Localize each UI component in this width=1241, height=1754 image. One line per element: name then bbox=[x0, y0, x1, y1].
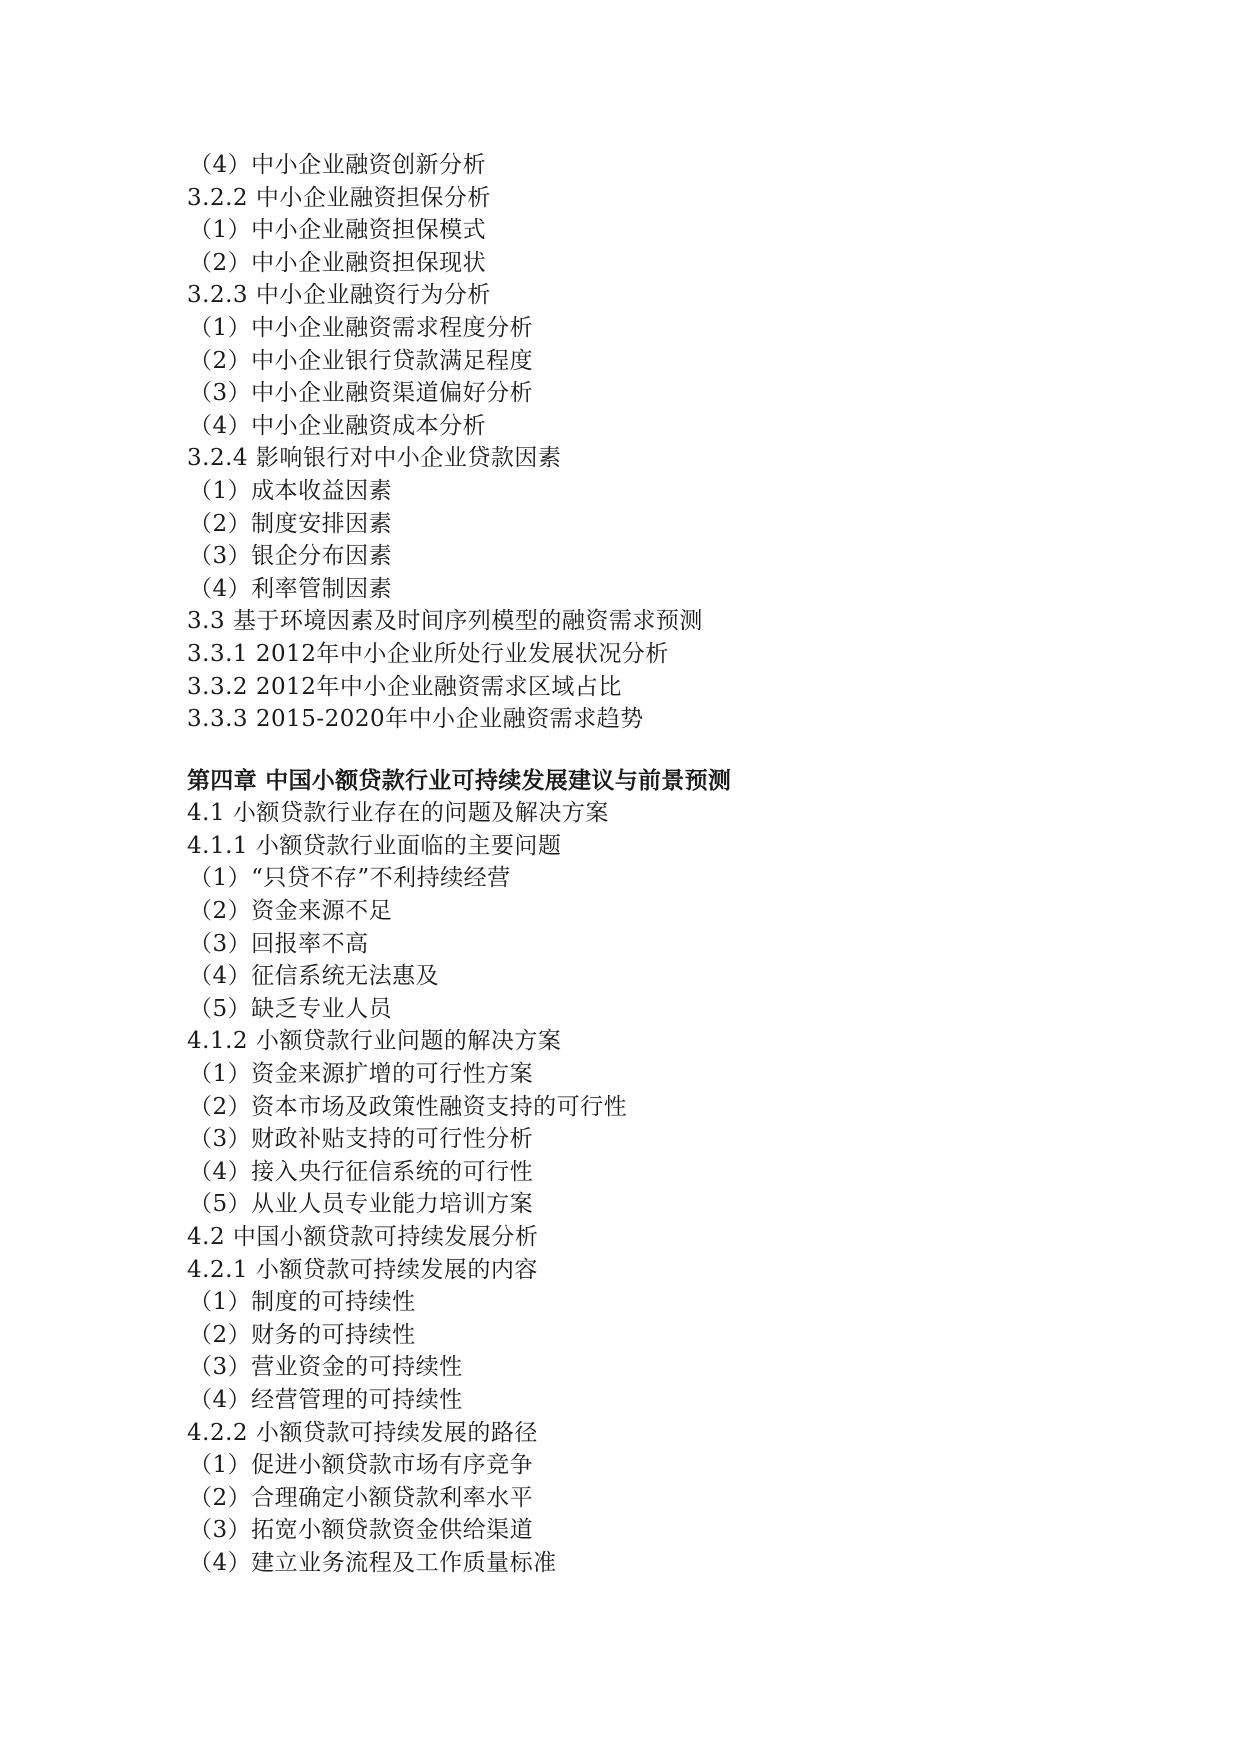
toc-item: （4）经营管理的可持续性 bbox=[189, 1386, 463, 1413]
toc-item: （1）成本收益因素 bbox=[189, 477, 393, 504]
toc-item: （4）建立业务流程及工作质量标准 bbox=[189, 1549, 557, 1576]
toc-item: （1）资金来源扩增的可行性方案 bbox=[189, 1061, 534, 1088]
toc-item: （1）中小企业融资需求程度分析 bbox=[189, 314, 534, 341]
toc-section: 3.3.1 2012年中小企业所处行业发展状况分析 bbox=[187, 640, 669, 667]
toc-section: 4.2 中国小额贷款可持续发展分析 bbox=[187, 1224, 539, 1250]
toc-section: 4.1 小额贷款行业存在的问题及解决方案 bbox=[187, 800, 609, 827]
toc-item: （3）拓宽小额贷款资金供给渠道 bbox=[189, 1517, 534, 1544]
toc-section: 3.3 基于环境因素及时间序列模型的融资需求预测 bbox=[187, 608, 703, 635]
toc-item: （3）回报率不高 bbox=[189, 930, 369, 957]
table-of-contents bbox=[187, 149, 1087, 1580]
toc-item: （1）促进小额贷款市场有序竞争 bbox=[189, 1452, 534, 1479]
toc-section: 3.2.2 中小企业融资担保分析 bbox=[187, 184, 491, 211]
toc-item: （3）中小企业融资渠道偏好分析 bbox=[189, 380, 534, 407]
toc-item: （5）缺乏专业人员 bbox=[189, 995, 393, 1022]
toc-item: （4）接入央行征信系统的可行性 bbox=[189, 1158, 534, 1185]
toc-item: （4）中小企业融资创新分析 bbox=[189, 152, 487, 178]
toc-item: （1）“只贷不存”不利持续经营 bbox=[189, 865, 511, 892]
toc-section: 4.2.2 小额贷款可持续发展的路径 bbox=[187, 1419, 538, 1446]
toc-section: 4.1.1 小额贷款行业面临的主要问题 bbox=[187, 832, 562, 859]
toc-item: （5）从业人员专业能力培训方案 bbox=[189, 1191, 534, 1218]
toc-item: （3）财政补贴支持的可行性分析 bbox=[189, 1126, 534, 1153]
toc-section: 3.3.3 2015-2020年中小企业融资需求趋势 bbox=[187, 706, 644, 733]
toc-section: 3.2.4 影响银行对中小企业贷款因素 bbox=[187, 445, 562, 472]
toc-item: （2）财务的可持续性 bbox=[189, 1321, 416, 1348]
toc-item: （4）征信系统无法惠及 bbox=[189, 963, 440, 990]
toc-section: 3.3.2 2012年中小企业融资需求区域占比 bbox=[187, 673, 622, 700]
toc-section: 3.2.3 中小企业融资行为分析 bbox=[187, 282, 491, 309]
toc-item: （2）制度安排因素 bbox=[189, 510, 393, 537]
toc-item: （1）中小企业融资担保模式 bbox=[189, 217, 487, 244]
toc-section: 4.2.1 小额贷款可持续发展的内容 bbox=[187, 1256, 538, 1283]
toc-item: （3）营业资金的可持续性 bbox=[189, 1354, 463, 1381]
toc-item: （4）中小企业融资成本分析 bbox=[189, 412, 487, 439]
toc-section: 4.1.2 小额贷款行业问题的解决方案 bbox=[187, 1028, 562, 1055]
toc-item: （2）资本市场及政策性融资支持的可行性 bbox=[189, 1093, 628, 1120]
toc-item: （2）资金来源不足 bbox=[189, 898, 393, 925]
toc-item: （2）中小企业银行贷款满足程度 bbox=[189, 347, 534, 374]
chapter-title: 第四章 中国小额贷款行业可持续发展建议与前景预测 bbox=[187, 767, 732, 794]
toc-item: （4）利率管制因素 bbox=[189, 575, 393, 602]
toc-item: （2）合理确定小额贷款利率水平 bbox=[189, 1484, 534, 1511]
toc-item: （1）制度的可持续性 bbox=[189, 1289, 416, 1316]
toc-item: （2）中小企业融资担保现状 bbox=[189, 249, 487, 276]
toc-block-chapter-4 bbox=[187, 797, 1087, 1579]
toc-block-chapter-3 bbox=[187, 149, 1087, 736]
toc-item: （3）银企分布因素 bbox=[189, 543, 393, 570]
